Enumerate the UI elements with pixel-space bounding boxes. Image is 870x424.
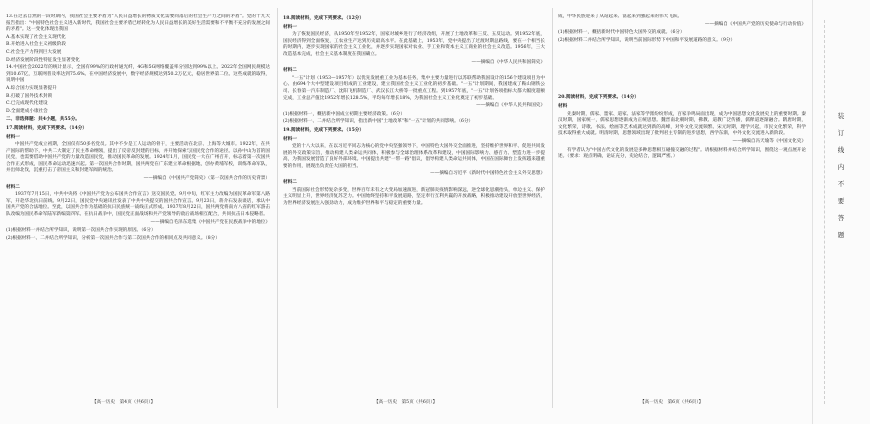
question-17-title: 17.阅读材料，完成下列要求。（14分） [6, 125, 87, 131]
question-13-option-b: B.开始进入社会主义初级阶段 [6, 42, 66, 48]
question-18-sub-2: (2)根据材料一、二并结合所学知识，指出新中国"土地改革"和"一五"计划的共同影响。（6分） [283, 119, 474, 125]
binding-char: 题 [837, 231, 845, 239]
binding-line [824, 20, 825, 404]
material-1-source: ——摘编自习近平《新时代中国特色社会主义外交思想》 [430, 171, 545, 177]
material-2-source: ——摘编自《中华人民共和国史》 [476, 103, 545, 109]
material-1-text: 中国共产党成立初期，全国仅有50多名党员。其中不少是工人运动的骨干，主要活动在北京、上海等大城市。1922年，在共产国际的帮助下，中共二大制定了民主革命纲领，提出了反帝反封建的目标，并开始探索与国民党合作的途径。以孙中山为首的国民党，也需要借助中国共产党的力量改造国民党，推动国民革命的发展。1924年1月，国民党一大在广州召开，标志着第一次国共合作正式形成，国民革命运动迅速兴起。第一次国共合作时期，国共两党在广东建立革命根据地，创办黄埔军校，训练革命军队，并出师北伐，沉重打击了帝国主义和封建军阀的统治。 [6, 142, 270, 174]
question-19-sub-1: (1)根据材料一，概括新时代中国特色大国外交的成就。（6分） [558, 30, 685, 36]
question-14-option-a: A.综合国力实现显著提升 [6, 85, 57, 91]
question-19-sub-2: (2)根据材料二并结合所学知识，说明当前国际形势下中国和平发展道路的意义。（9分） [558, 37, 736, 43]
question-13-option-d: D.经济发展阶段性特征发生显著变化 [6, 57, 80, 63]
material-1-source: ——摘编自《中华人民共和国简史》 [471, 59, 545, 65]
question-14-option-b: B.打破了国外技术封锁 [6, 93, 53, 99]
material-1-text: 党的十八大以来，在以习近平同志为核心的党中央坚强领导下，中国特色大国外交全面推进，坚持维护世界和平、促进共同发展的外交政策宗旨，推动构建人类命运共同体，积极参与全球治理体系改革和建设，中国国际影响力、感召力、塑造力进一步提高，为我国发展营造了良好外部环境。中国提出共建"一带一路"倡议，倡导构建人类命运共同体，中国在国际舞台上发挥越来越重要的作用，展现出负责任大国的担当。 [283, 144, 545, 169]
material-1-title: 材料一 [283, 24, 297, 30]
page-column-1 [6, 14, 270, 394]
material-2-text: 当前国际社会形势复杂多变，世界百年未有之大变局加速演进，新冠肺炎疫情影响深远，逆全球化思潮抬头，单边主义、保护主义明显上升，世界经济复苏乏力。中国始终坚持和平发展道路，坚定奉行互利共赢的开放战略，积极推动建设开放型世界经济，为世界经济发展注入强劲动力，成为维护世界和平与稳定的重要力量。 [283, 187, 545, 206]
question-13-stem: 13.在过去自然的一段时期内，我国社会主要矛盾为"人民日益增长的物质文化需要同落后的社会生产力之间的矛盾"。党的十九大报告指出："中国特色社会主义进入新时代，我国社会主要矛盾已经转化为人民日益增长的美好生活需要和不平衡不充分的发展之间的矛盾"。这一变化体现出我国 [6, 14, 270, 33]
question-18-title: 18.阅读材料，完成下列要求。（12分） [283, 16, 364, 21]
binding-char: 订 [837, 129, 845, 137]
material-title: 材料 [558, 103, 568, 109]
page-footer: 【高一历史 第5页（共6页）】 [374, 400, 438, 405]
binding-char: 不 [837, 180, 845, 188]
binding-char: 要 [837, 197, 845, 205]
question-13-option-c: C.社会生产力得到巨大发展 [6, 49, 62, 55]
material-2-title: 材料二 [6, 184, 20, 190]
material-text: 先秦时期，儒家、墨家、道家、法家等学派纷纷形成，百家争鸣局面出现，成为中国思想文化发展史上的重要时期。秦汉时期，国家统一，儒家思想逐渐成为正统思想。魏晋南北朝时期，佛教、道教广泛传播，儒释道逐渐融合。隋唐时期，文化繁荣，诗歌、书法、绘画等艺术成就达到新的高峰，对外文化交流频繁。宋元时期，理学兴起，市民文化繁荣，科学技术取得重大成就。明清时期，思想领域出现了批判君主专制的进步思想，西学东渐，中外文化交流进入新阶段。 [558, 111, 806, 137]
material-1-title: 材料一 [6, 134, 20, 140]
question-20-title: 20.阅读材料，完成下列要求。（14分） [558, 95, 639, 101]
question-18-sub-1: (1)根据材料一，概括新中国成立初期主要经济政策。（6分） [283, 111, 405, 117]
material-1-title: 材料一 [283, 136, 297, 142]
question-19-title: 19.阅读材料，完成下列要求。（15分） [283, 127, 364, 133]
question-14-option-c: C.已完成现代化建设 [6, 101, 48, 107]
question-14-option-d: D.全面建成小康社会 [6, 108, 48, 114]
page-footer: 【高一历史 第6页（共6页）】 [640, 400, 704, 405]
page-column-3 [558, 14, 806, 394]
material-continuation-text: 成，中华民族迎来了从站起来、富起来到强起来的伟大飞跃。 [558, 14, 683, 19]
binding-char: 答 [837, 214, 845, 222]
question-14-stem: 14.中国社会2022年的统计显示，全国有99%的行政村通光纤，4G和5G网络覆盖率分别达到99%以上。2022年全国网民规模达到10.67亿，互联网普及率达到75.6%。在中国经济发展中，数字经济规模达到50.2万亿元，稳居世界第二位。这些成就的取得，说明中国 [6, 65, 270, 84]
column-divider [277, 8, 278, 408]
question-17-sub-2: (2)根据材料一、二并结合所学知识，分析第一次国共合作与第二次国共合作的相同点及共同意义。（8分） [6, 235, 220, 241]
column-divider [552, 8, 553, 408]
binding-char: 装 [837, 112, 845, 120]
material-2-text: 1937年7月15日，中共中央将《中国共产党为公布国共合作宣言》送交国民党。9月中旬，红军主力改编为国民革命军第八路军，开赴华北抗日前线。9月22日，国民党中央通讯社发表了中共中央提交的国共合作宣言。9月23日，蒋介石发表谈话，承认中国共产党的合法地位。至此，以国共合作为基础的抗日民族统一战线正式形成。1937年8月22日，国共两党将南方八省的红军游击队改编为国民革命军陆军新编第四军。在抗日战争中，国民党正面战场和共产党领导的敌后战场相互配合，共同抗击日本侵略者。 [6, 192, 270, 218]
material-2-title: 材料二 [283, 180, 297, 186]
question-17-sub-1: (1)根据材料一并结合所学知识，说明第一次国共合作实现的原因。（6分） [6, 228, 156, 234]
binding-notice [836, 108, 846, 244]
question-20-prompt: 有学者认为"中国古代文化的发展是多种思想相互碰撞交融的过程"。请根据材料并结合所学知识，围绕这一观点展开论述。（要求：观点明确，论证充分，史论结合，逻辑严密。） [558, 147, 806, 160]
material-source: ——摘编自《中国共产党的历史使命与行动价值》 [704, 21, 806, 27]
section-heading: 二、非选择题：共4小题，共55分。 [6, 117, 80, 123]
material-2-source: ——摘编自毛泽东选集《中国共产党在民族战争中的地位》 [150, 219, 270, 225]
material-1-text: 为了恢复国民经济，从1950年至1952年，国家对城乡进行了经济改组，开展了土地改革和三反、五反运动。到1952年底，国民经济得到全面恢复，工农业生产达到历史最高水平。在此基础上，1953年，党中央提出了过渡时期总路线，要在一个相当长的时期内，逐步实现国家的社会主义工业化，并逐步实现国家对农业、手工业和资本主义工商业的社会主义改造。1956年，三大改造基本完成，社会主义基本制度在我国确立。 [283, 32, 545, 57]
material-2-text: "一五"计划（1953—1957年）以优先发展重工业为基本任务，集中主要力量进行以苏联帮助我国设计的156个建设项目为中心、由694个大中型建设项目组成的工业建设，建立我国社会主义工业化的初步基础。"一五"计划期间，我国建成了鞍山钢铁公司、长春第一汽车制造厂、沈阳飞机制造厂、武汉长江大桥等一批重点工程。到1957年底，"一五"计划各项指标大都大幅度超额完成，工业总产值比1952年增长128.5%，平均每年增长18%，为我国社会主义工业化奠定了初步基础。 [283, 75, 545, 101]
material-1-source: ——摘编自《中国共产党简史》（第一次国共合作的历史背景） [143, 176, 270, 182]
material-2-title: 材料二 [283, 68, 297, 74]
material-source: ——摘编自冯天瑜等《中国文化史》 [732, 138, 806, 144]
answer-space [558, 45, 806, 93]
page-column-2 [283, 14, 545, 394]
question-13-option-a: A.基本实现了社会主义现代化 [6, 34, 66, 40]
binding-char: 内 [837, 163, 845, 171]
binding-char: 线 [837, 146, 845, 154]
page-footer: 【高一历史 第4页（共6页）】 [92, 400, 156, 405]
